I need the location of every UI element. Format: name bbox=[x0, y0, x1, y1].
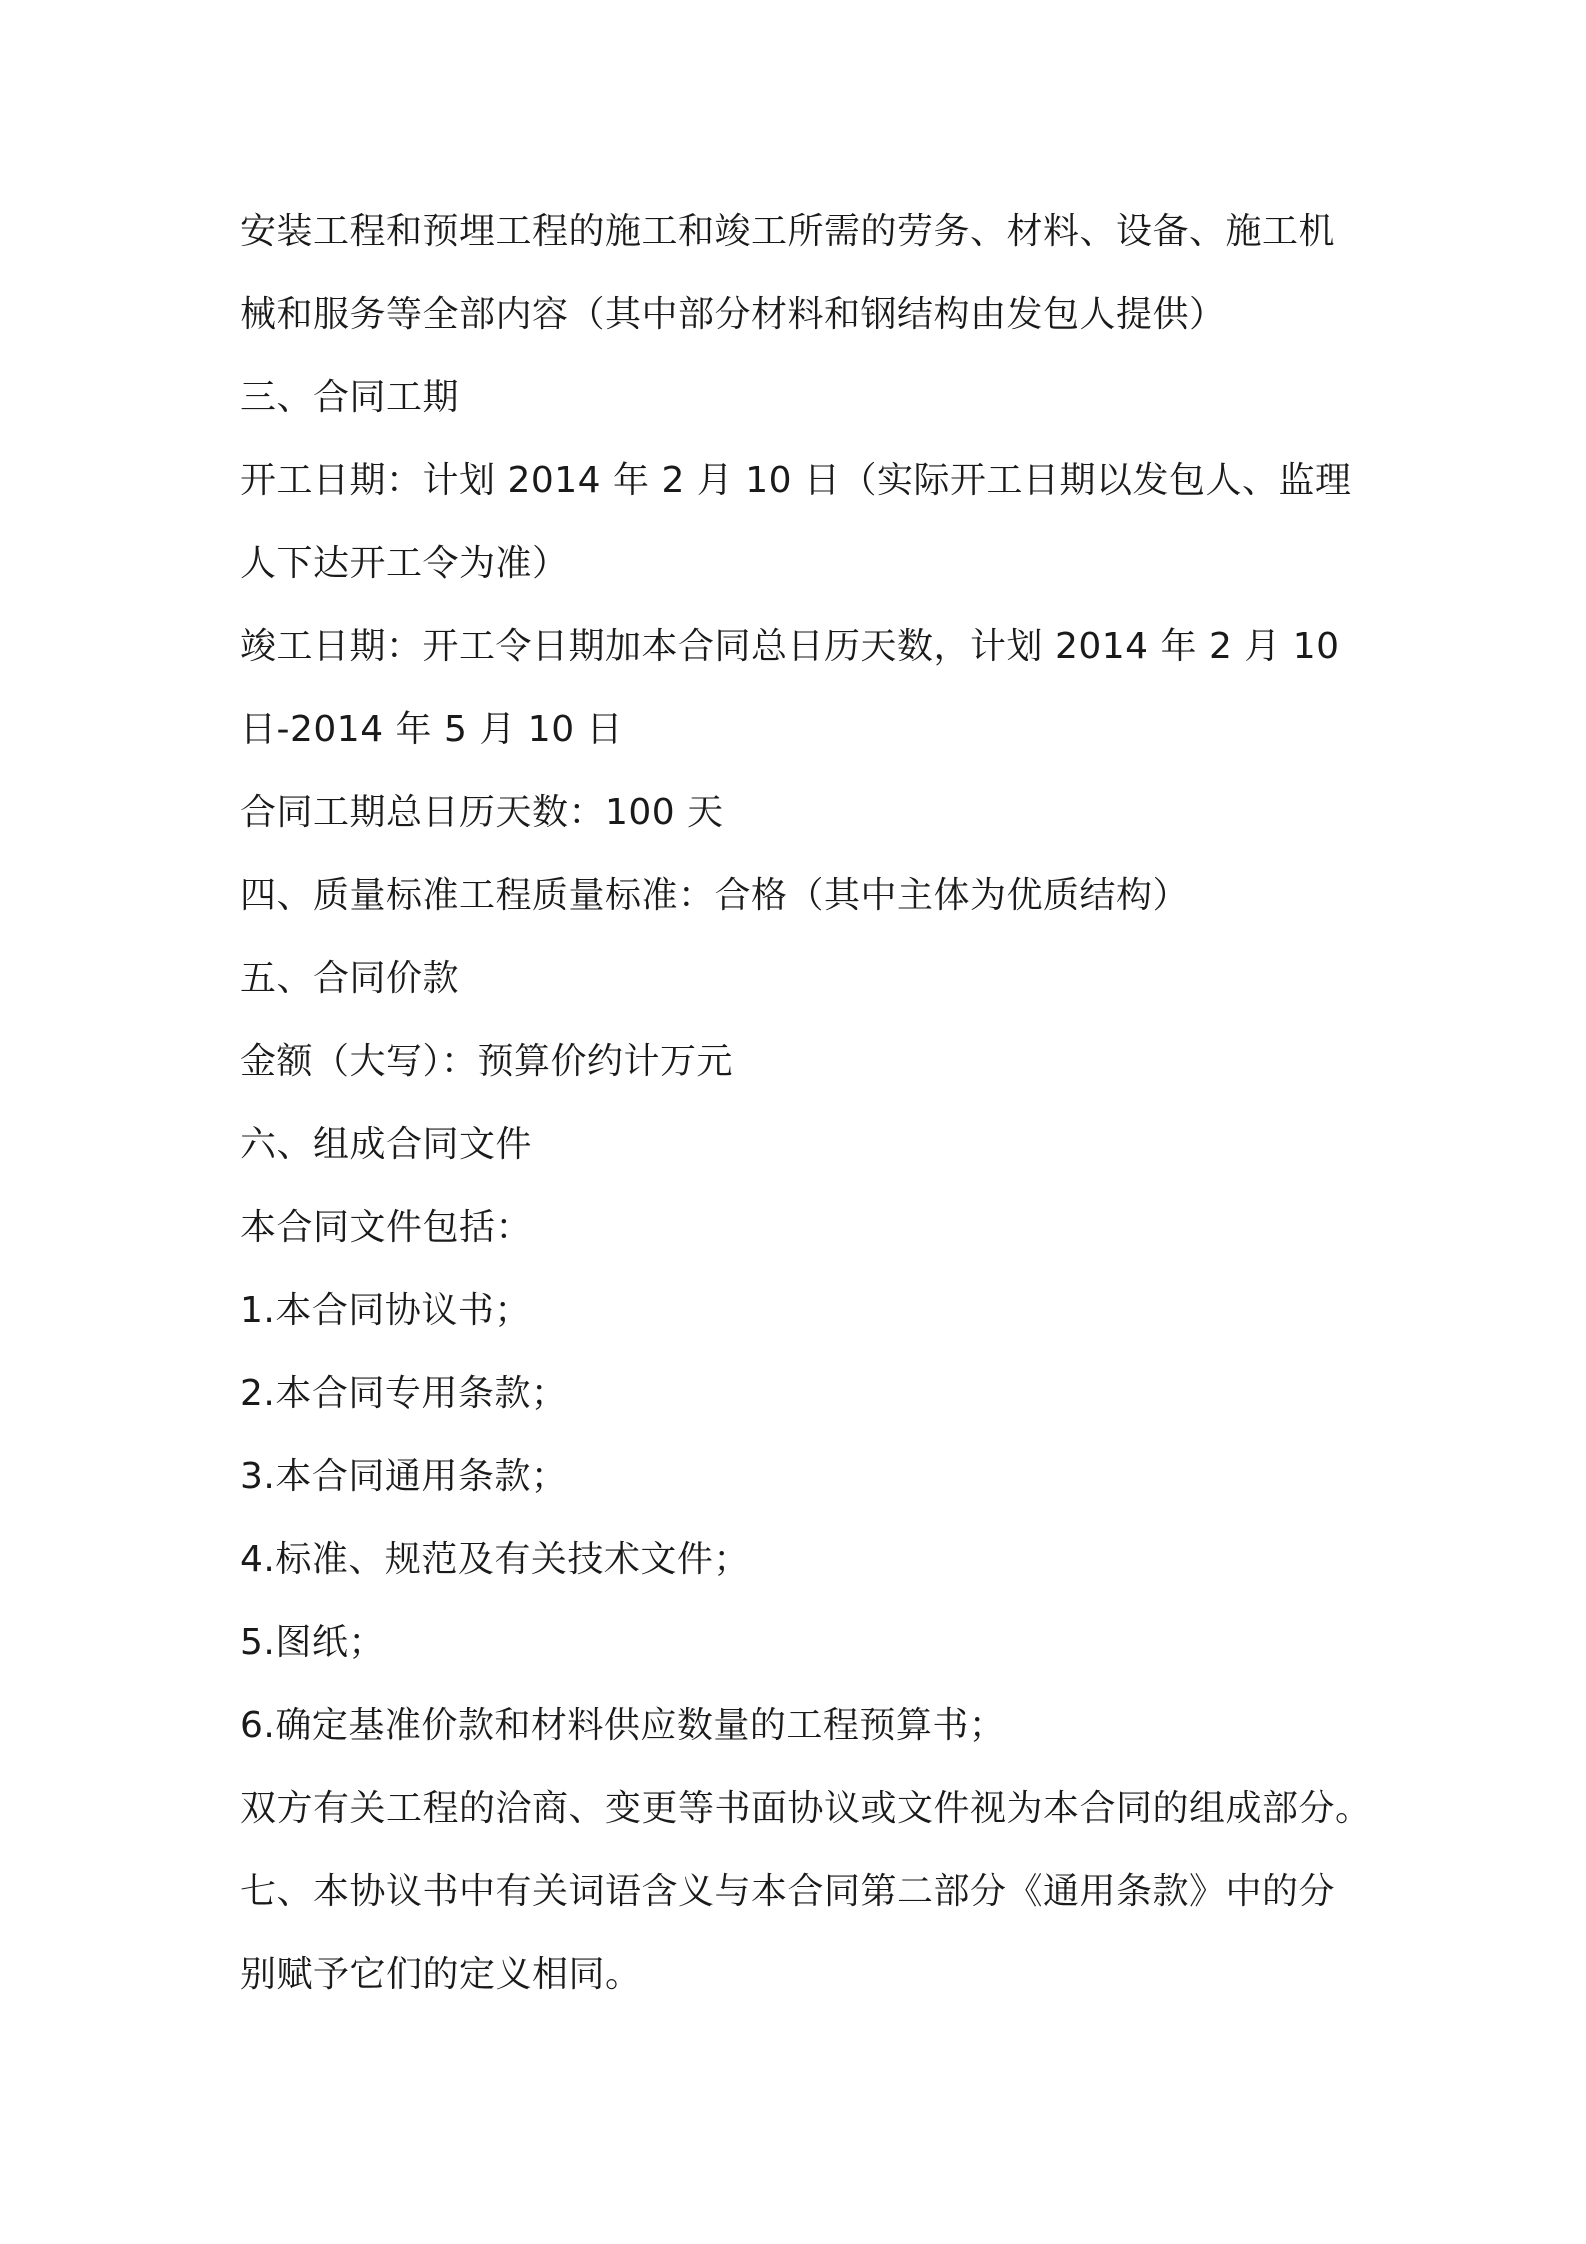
section-heading: 五、合同价款 bbox=[240, 958, 460, 999]
section-heading: 七、本协议书中有关词语含义与本合同第二部分《通用条款》中的分 bbox=[240, 1871, 1336, 1912]
list-item: 2.本合同专用条款； bbox=[240, 1373, 568, 1414]
text-line: 本合同文件包括： bbox=[240, 1207, 533, 1248]
list-item: 3.本合同通用条款； bbox=[240, 1456, 568, 1497]
list-item: 6.确定基准价款和材料供应数量的工程预算书； bbox=[240, 1705, 1006, 1746]
text-line: 开工日期：计划 2014 年 2 月 10 日（实际开工日期以发包人、监理 bbox=[240, 460, 1352, 501]
document-body bbox=[240, 190, 1390, 2016]
section-heading: 四、质量标准工程质量标准：合格（其中主体为优质结构） bbox=[240, 875, 1190, 916]
text-line: 人下达开工令为准） bbox=[240, 543, 569, 584]
text-line: 双方有关工程的洽商、变更等书面协议或文件视为本合同的组成部分。 bbox=[240, 1788, 1372, 1829]
text-line: 竣工日期：开工令日期加本合同总日历天数，计划 2014 年 2 月 10 bbox=[240, 626, 1340, 667]
list-item: 5.图纸； bbox=[240, 1622, 385, 1663]
text-line: 安装工程和预埋工程的施工和竣工所需的劳务、材料、设备、施工机 bbox=[240, 211, 1336, 252]
text-line: 别赋予它们的定义相同。 bbox=[240, 1954, 642, 1995]
text-line: 械和服务等全部内容（其中部分材料和钢结构由发包人提供） bbox=[240, 294, 1226, 335]
section-heading: 三、合同工期 bbox=[240, 377, 460, 418]
text-line: 日-2014 年 5 月 10 日 bbox=[240, 709, 624, 750]
text-line: 合同工期总日历天数：100 天 bbox=[240, 792, 724, 833]
section-heading: 六、组成合同文件 bbox=[240, 1124, 533, 1165]
text-line: 金额（大写）：预算价约计万元 bbox=[240, 1041, 734, 1082]
list-item: 4.标准、规范及有关技术文件； bbox=[240, 1539, 750, 1580]
list-item: 1.本合同协议书； bbox=[240, 1290, 531, 1331]
